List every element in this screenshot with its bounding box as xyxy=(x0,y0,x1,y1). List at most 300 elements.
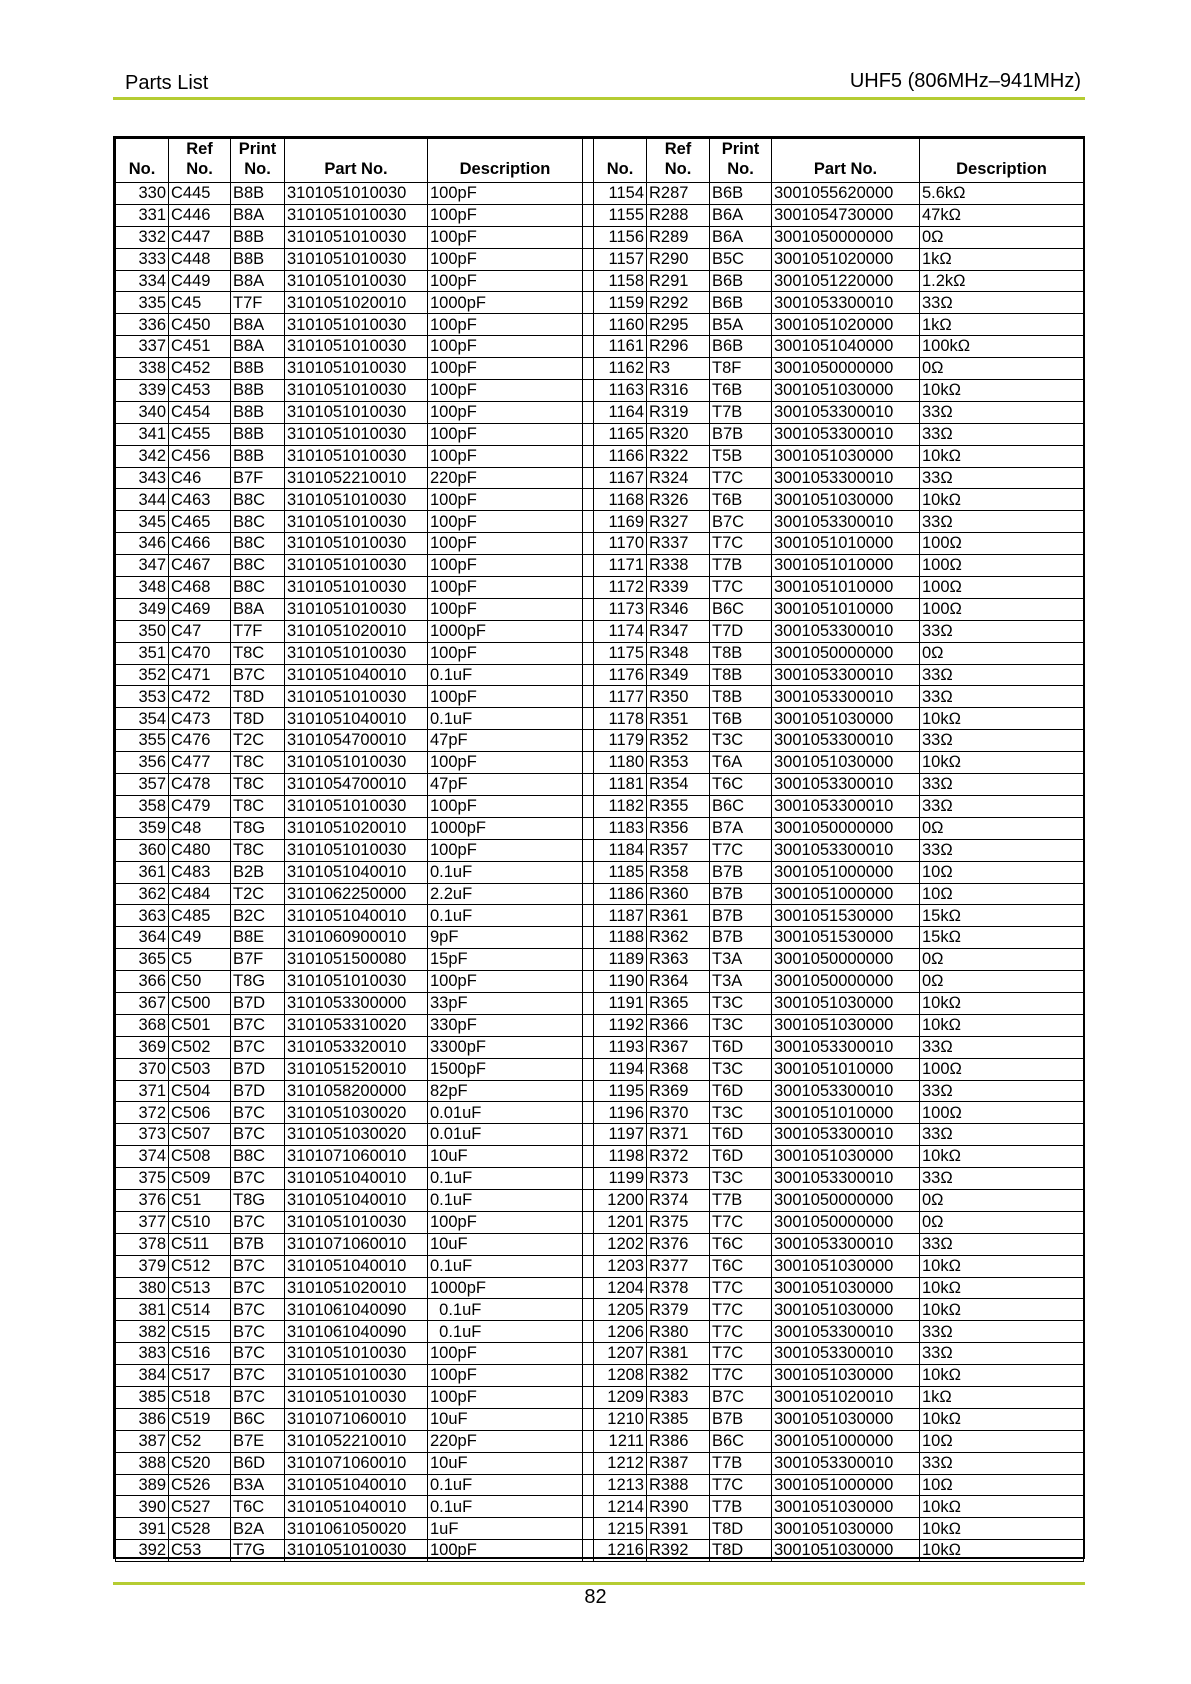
cell-print: T2C xyxy=(231,883,285,905)
cell-print: B8B xyxy=(231,358,285,380)
cell-part-no: 3001053300010 xyxy=(772,292,920,314)
cell-part-no: 3101051010030 xyxy=(285,686,428,708)
header-band: UHF5 (806MHz–941MHz) xyxy=(849,70,1081,92)
cell-no: 368 xyxy=(116,1014,169,1036)
cell-part-no: 3101058200000 xyxy=(285,1080,428,1102)
cell-description: 33Ω xyxy=(920,1321,1084,1343)
cell-print: B2C xyxy=(231,905,285,927)
cell-no: 1181 xyxy=(594,774,647,796)
table-row xyxy=(116,314,1084,336)
cell-part-no: 3001053300010 xyxy=(772,664,920,686)
cell-ref: C51 xyxy=(169,1189,231,1211)
page-header xyxy=(113,70,1085,96)
cell-ref: C46 xyxy=(169,467,231,489)
cell-print: T7C xyxy=(710,1299,772,1321)
cell-no: 375 xyxy=(116,1168,169,1190)
cell-no: 1164 xyxy=(594,401,647,423)
cell-print: T7C xyxy=(710,1474,772,1496)
cell-no: 345 xyxy=(116,511,169,533)
cell-print: T6B xyxy=(710,380,772,402)
cell-description: 100pF xyxy=(428,358,583,380)
cell-print: T7B xyxy=(710,401,772,423)
cell-part-no: 3001053300010 xyxy=(772,620,920,642)
cell-no: 386 xyxy=(116,1408,169,1430)
cell-no: 363 xyxy=(116,905,169,927)
cell-print: B7E xyxy=(231,1430,285,1452)
cell-print: B7C xyxy=(231,1211,285,1233)
cell-part-no: 3001051010000 xyxy=(772,1058,920,1080)
col-header-print-label: Print No. xyxy=(238,140,277,179)
cell-description: 100pF xyxy=(428,270,583,292)
cell-ref: R338 xyxy=(647,555,710,577)
cell-ref: C455 xyxy=(169,423,231,445)
cell-print: B8B xyxy=(231,445,285,467)
cell-description: 100pF xyxy=(428,577,583,599)
column-gap xyxy=(583,1146,594,1168)
cell-print: B6C xyxy=(710,795,772,817)
cell-part-no: 3101052210010 xyxy=(285,467,428,489)
cell-description: 100pF xyxy=(428,314,583,336)
cell-no: 331 xyxy=(116,204,169,226)
cell-no: 1167 xyxy=(594,467,647,489)
cell-no: 332 xyxy=(116,226,169,248)
cell-no: 354 xyxy=(116,708,169,730)
cell-no: 1182 xyxy=(594,795,647,817)
cell-no: 378 xyxy=(116,1233,169,1255)
cell-print: B7C xyxy=(231,1102,285,1124)
cell-description: 100pF xyxy=(428,336,583,358)
cell-description: 33Ω xyxy=(920,1343,1084,1365)
cell-print: T6C xyxy=(710,1255,772,1277)
cell-description: 33Ω xyxy=(920,1233,1084,1255)
cell-part-no: 3001051030000 xyxy=(772,445,920,467)
cell-no: 1194 xyxy=(594,1058,647,1080)
cell-description: 47pF xyxy=(428,730,583,752)
cell-part-no: 3101060900010 xyxy=(285,927,428,949)
column-gap xyxy=(583,292,594,314)
cell-ref: C456 xyxy=(169,445,231,467)
cell-ref: R390 xyxy=(647,1496,710,1518)
cell-print: B8B xyxy=(231,401,285,423)
cell-part-no: 3001050000000 xyxy=(772,949,920,971)
table-row xyxy=(116,1189,1084,1211)
cell-no: 330 xyxy=(116,183,169,205)
table-row xyxy=(116,949,1084,971)
cell-print: B7C xyxy=(231,1321,285,1343)
cell-part-no: 3001053300010 xyxy=(772,1321,920,1343)
cell-no: 365 xyxy=(116,949,169,971)
cell-part-no: 3001051030000 xyxy=(772,1014,920,1036)
cell-description: 1000pF xyxy=(428,817,583,839)
cell-ref: C448 xyxy=(169,248,231,270)
cell-no: 346 xyxy=(116,533,169,555)
cell-ref: R354 xyxy=(647,774,710,796)
cell-part-no: 3101051010030 xyxy=(285,183,428,205)
cell-ref: R337 xyxy=(647,533,710,555)
cell-print: B8B xyxy=(231,423,285,445)
cell-part-no: 3101051010030 xyxy=(285,358,428,380)
page-number: 82 xyxy=(584,1586,607,1608)
table-row xyxy=(116,1386,1084,1408)
column-gap xyxy=(583,1080,594,1102)
col-header-ref-label: Ref No. xyxy=(186,140,213,179)
cell-ref: R346 xyxy=(647,598,710,620)
table-row xyxy=(116,1299,1084,1321)
cell-description: 10uF xyxy=(428,1146,583,1168)
cell-print: T7D xyxy=(710,620,772,642)
table-row xyxy=(116,1233,1084,1255)
cell-description: 100pF xyxy=(428,423,583,445)
cell-no: 1155 xyxy=(594,204,647,226)
cell-print: B5C xyxy=(710,248,772,270)
cell-no: 372 xyxy=(116,1102,169,1124)
cell-ref: C506 xyxy=(169,1102,231,1124)
cell-part-no: 3001053300010 xyxy=(772,1452,920,1474)
cell-print: T8B xyxy=(710,642,772,664)
cell-no: 1170 xyxy=(594,533,647,555)
cell-description: 1000pF xyxy=(428,292,583,314)
table-row xyxy=(116,883,1084,905)
cell-ref: R355 xyxy=(647,795,710,817)
cell-print: B7C xyxy=(231,1277,285,1299)
cell-print: T7G xyxy=(231,1540,285,1562)
cell-ref: C467 xyxy=(169,555,231,577)
cell-description: 0Ω xyxy=(920,642,1084,664)
cell-no: 1185 xyxy=(594,861,647,883)
cell-part-no: 3101051010030 xyxy=(285,971,428,993)
cell-ref: R362 xyxy=(647,927,710,949)
cell-no: 344 xyxy=(116,489,169,511)
cell-print: B6A xyxy=(710,204,772,226)
cell-description: 100pF xyxy=(428,642,583,664)
cell-part-no: 3001050000000 xyxy=(772,1189,920,1211)
cell-print: T3C xyxy=(710,1014,772,1036)
cell-description: 0.1uF xyxy=(428,1255,583,1277)
cell-no: 392 xyxy=(116,1540,169,1562)
cell-ref: R320 xyxy=(647,423,710,445)
parts-table xyxy=(115,138,1084,1562)
cell-part-no: 3001051220000 xyxy=(772,270,920,292)
cell-description: 0Ω xyxy=(920,949,1084,971)
cell-part-no: 3001053300010 xyxy=(772,467,920,489)
cell-description: 100pF xyxy=(428,226,583,248)
cell-part-no: 3101051010030 xyxy=(285,380,428,402)
cell-print: T8C xyxy=(231,839,285,861)
column-gap xyxy=(583,511,594,533)
column-gap xyxy=(583,1168,594,1190)
cell-print: B7B xyxy=(710,1408,772,1430)
table-header-row xyxy=(116,139,1084,183)
column-gap xyxy=(583,1408,594,1430)
cell-part-no: 3101051010030 xyxy=(285,752,428,774)
column-gap xyxy=(583,1211,594,1233)
cell-no: 366 xyxy=(116,971,169,993)
cell-description: 10kΩ xyxy=(920,1014,1084,1036)
cell-part-no: 3001050000000 xyxy=(772,1211,920,1233)
cell-print: B7C xyxy=(231,1343,285,1365)
cell-part-no: 3101071060010 xyxy=(285,1408,428,1430)
cell-no: 390 xyxy=(116,1496,169,1518)
column-gap xyxy=(583,401,594,423)
cell-part-no: 3101051010030 xyxy=(285,533,428,555)
cell-print: B7C xyxy=(231,664,285,686)
cell-description: 0.1uF xyxy=(428,861,583,883)
cell-no: 1186 xyxy=(594,883,647,905)
column-gap xyxy=(583,730,594,752)
cell-ref: R324 xyxy=(647,467,710,489)
cell-print: T3C xyxy=(710,1102,772,1124)
cell-description: 100Ω xyxy=(920,533,1084,555)
cell-no: 379 xyxy=(116,1255,169,1277)
table-row xyxy=(116,971,1084,993)
cell-part-no: 3101051040010 xyxy=(285,664,428,686)
cell-ref: R387 xyxy=(647,1452,710,1474)
cell-part-no: 3001053300010 xyxy=(772,1124,920,1146)
cell-no: 1207 xyxy=(594,1343,647,1365)
cell-description: 10kΩ xyxy=(920,992,1084,1014)
cell-ref: R380 xyxy=(647,1321,710,1343)
cell-part-no: 3001050000000 xyxy=(772,226,920,248)
table-row xyxy=(116,1408,1084,1430)
cell-description: 0Ω xyxy=(920,1189,1084,1211)
cell-print: T8G xyxy=(231,1189,285,1211)
cell-part-no: 3101053320010 xyxy=(285,1036,428,1058)
cell-no: 377 xyxy=(116,1211,169,1233)
table-row xyxy=(116,423,1084,445)
cell-ref: C446 xyxy=(169,204,231,226)
cell-description: 100pF xyxy=(428,489,583,511)
cell-ref: R349 xyxy=(647,664,710,686)
cell-ref: C515 xyxy=(169,1321,231,1343)
cell-print: B8C xyxy=(231,511,285,533)
cell-part-no: 3101071060010 xyxy=(285,1146,428,1168)
column-gap xyxy=(583,1430,594,1452)
cell-no: 353 xyxy=(116,686,169,708)
column-gap xyxy=(583,795,594,817)
cell-part-no: 3001053300010 xyxy=(772,686,920,708)
cell-ref: R383 xyxy=(647,1386,710,1408)
cell-ref: R290 xyxy=(647,248,710,270)
cell-part-no: 3101051500080 xyxy=(285,949,428,971)
cell-description: 9pF xyxy=(428,927,583,949)
cell-ref: C469 xyxy=(169,598,231,620)
cell-part-no: 3101051010030 xyxy=(285,336,428,358)
cell-ref: R352 xyxy=(647,730,710,752)
table-row xyxy=(116,1014,1084,1036)
cell-description: 0.1uF xyxy=(428,1496,583,1518)
cell-print: T8B xyxy=(710,664,772,686)
cell-ref: C477 xyxy=(169,752,231,774)
cell-description: 100Ω xyxy=(920,1058,1084,1080)
cell-print: T8C xyxy=(231,795,285,817)
cell-description: 10kΩ xyxy=(920,380,1084,402)
cell-part-no: 3101051010030 xyxy=(285,1386,428,1408)
cell-no: 1215 xyxy=(594,1518,647,1540)
cell-no: 356 xyxy=(116,752,169,774)
cell-description: 10kΩ xyxy=(920,1255,1084,1277)
cell-part-no: 3001051030000 xyxy=(772,1299,920,1321)
cell-ref: R370 xyxy=(647,1102,710,1124)
cell-description: 33Ω xyxy=(920,1168,1084,1190)
cell-no: 380 xyxy=(116,1277,169,1299)
cell-no: 364 xyxy=(116,927,169,949)
cell-ref: C500 xyxy=(169,992,231,1014)
cell-part-no: 3001053300010 xyxy=(772,511,920,533)
cell-part-no: 3001053300010 xyxy=(772,1343,920,1365)
cell-ref: C449 xyxy=(169,270,231,292)
cell-description: 1uF xyxy=(428,1518,583,1540)
table-row xyxy=(116,1343,1084,1365)
cell-description: 33Ω xyxy=(920,401,1084,423)
cell-ref: C454 xyxy=(169,401,231,423)
cell-part-no: 3101051010030 xyxy=(285,489,428,511)
column-gap xyxy=(583,1036,594,1058)
cell-part-no: 3101051010030 xyxy=(285,795,428,817)
cell-part-no: 3001053300010 xyxy=(772,1168,920,1190)
cell-description: 33Ω xyxy=(920,1036,1084,1058)
cell-no: 384 xyxy=(116,1365,169,1387)
cell-ref: C479 xyxy=(169,795,231,817)
cell-print: B8A xyxy=(231,598,285,620)
cell-ref: R316 xyxy=(647,380,710,402)
cell-part-no: 3001053300010 xyxy=(772,1036,920,1058)
cell-print: B7B xyxy=(710,423,772,445)
cell-ref: C483 xyxy=(169,861,231,883)
cell-ref: C504 xyxy=(169,1080,231,1102)
cell-no: 1203 xyxy=(594,1255,647,1277)
cell-print: T7F xyxy=(231,292,285,314)
cell-description: 0.1uF xyxy=(428,905,583,927)
column-gap xyxy=(583,1518,594,1540)
cell-ref: C447 xyxy=(169,226,231,248)
cell-print: B6B xyxy=(710,183,772,205)
cell-no: 1216 xyxy=(594,1540,647,1562)
cell-no: 1176 xyxy=(594,664,647,686)
cell-description: 33Ω xyxy=(920,511,1084,533)
cell-no: 343 xyxy=(116,467,169,489)
cell-no: 1161 xyxy=(594,336,647,358)
cell-description: 100pF xyxy=(428,204,583,226)
cell-print: T8D xyxy=(231,686,285,708)
table-row xyxy=(116,336,1084,358)
column-gap xyxy=(583,1014,594,1036)
cell-part-no: 3001053300010 xyxy=(772,795,920,817)
column-gap xyxy=(583,1540,594,1562)
cell-part-no: 3101051010030 xyxy=(285,445,428,467)
cell-part-no: 3101051040010 xyxy=(285,905,428,927)
cell-description: 10kΩ xyxy=(920,752,1084,774)
cell-print: B5A xyxy=(710,314,772,336)
cell-no: 382 xyxy=(116,1321,169,1343)
column-gap xyxy=(583,686,594,708)
cell-part-no: 3101051030020 xyxy=(285,1102,428,1124)
cell-ref: R351 xyxy=(647,708,710,730)
cell-print: B7C xyxy=(231,1014,285,1036)
cell-description: 10uF xyxy=(428,1233,583,1255)
cell-ref: C507 xyxy=(169,1124,231,1146)
cell-part-no: 3001051030000 xyxy=(772,380,920,402)
cell-print: B7D xyxy=(231,1080,285,1102)
column-gap xyxy=(583,1189,594,1211)
cell-no: 358 xyxy=(116,795,169,817)
column-gap xyxy=(583,774,594,796)
cell-no: 348 xyxy=(116,577,169,599)
cell-part-no: 3101061050020 xyxy=(285,1518,428,1540)
cell-no: 1157 xyxy=(594,248,647,270)
cell-part-no: 3001053300010 xyxy=(772,839,920,861)
cell-ref: C511 xyxy=(169,1233,231,1255)
cell-ref: R319 xyxy=(647,401,710,423)
cell-print: T7C xyxy=(710,1321,772,1343)
table-row xyxy=(116,1255,1084,1277)
column-gap xyxy=(583,1496,594,1518)
cell-print: T7B xyxy=(710,1189,772,1211)
cell-no: 1211 xyxy=(594,1430,647,1452)
cell-no: 335 xyxy=(116,292,169,314)
cell-part-no: 3001051010000 xyxy=(772,555,920,577)
cell-ref: C471 xyxy=(169,664,231,686)
cell-print: T6B xyxy=(710,489,772,511)
cell-print: B7A xyxy=(710,817,772,839)
table-row xyxy=(116,642,1084,664)
cell-description: 10kΩ xyxy=(920,445,1084,467)
table-row xyxy=(116,861,1084,883)
cell-print: B6B xyxy=(710,270,772,292)
table-row xyxy=(116,358,1084,380)
column-gap xyxy=(583,905,594,927)
cell-ref: R291 xyxy=(647,270,710,292)
cell-ref: C52 xyxy=(169,1430,231,1452)
cell-print: B7C xyxy=(231,1036,285,1058)
cell-no: 1206 xyxy=(594,1321,647,1343)
cell-no: 349 xyxy=(116,598,169,620)
cell-ref: C451 xyxy=(169,336,231,358)
cell-print: B7C xyxy=(231,1365,285,1387)
cell-ref: R358 xyxy=(647,861,710,883)
col-header-desc: Description xyxy=(920,139,1084,183)
cell-no: 1160 xyxy=(594,314,647,336)
cell-part-no: 3001050000000 xyxy=(772,817,920,839)
cell-ref: R377 xyxy=(647,1255,710,1277)
table-row xyxy=(116,226,1084,248)
cell-description: 1.2kΩ xyxy=(920,270,1084,292)
cell-print: B7C xyxy=(231,1168,285,1190)
cell-ref: C453 xyxy=(169,380,231,402)
cell-description: 2.2uF xyxy=(428,883,583,905)
table-row xyxy=(116,1452,1084,1474)
cell-description: 100pF xyxy=(428,248,583,270)
cell-no: 1163 xyxy=(594,380,647,402)
cell-part-no: 3001053300010 xyxy=(772,401,920,423)
cell-description: 10kΩ xyxy=(920,1518,1084,1540)
cell-print: T7F xyxy=(231,620,285,642)
cell-ref: C476 xyxy=(169,730,231,752)
column-gap xyxy=(583,467,594,489)
column-gap xyxy=(583,752,594,774)
cell-ref: C480 xyxy=(169,839,231,861)
cell-part-no: 3001051000000 xyxy=(772,1474,920,1496)
cell-ref: C484 xyxy=(169,883,231,905)
column-gap xyxy=(583,1474,594,1496)
cell-ref: C45 xyxy=(169,292,231,314)
cell-print: B8B xyxy=(231,226,285,248)
cell-description: 100pF xyxy=(428,839,583,861)
cell-print: B6C xyxy=(710,1430,772,1452)
cell-part-no: 3001053300010 xyxy=(772,1080,920,1102)
cell-print: B8A xyxy=(231,336,285,358)
cell-ref: C528 xyxy=(169,1518,231,1540)
cell-ref: C472 xyxy=(169,686,231,708)
